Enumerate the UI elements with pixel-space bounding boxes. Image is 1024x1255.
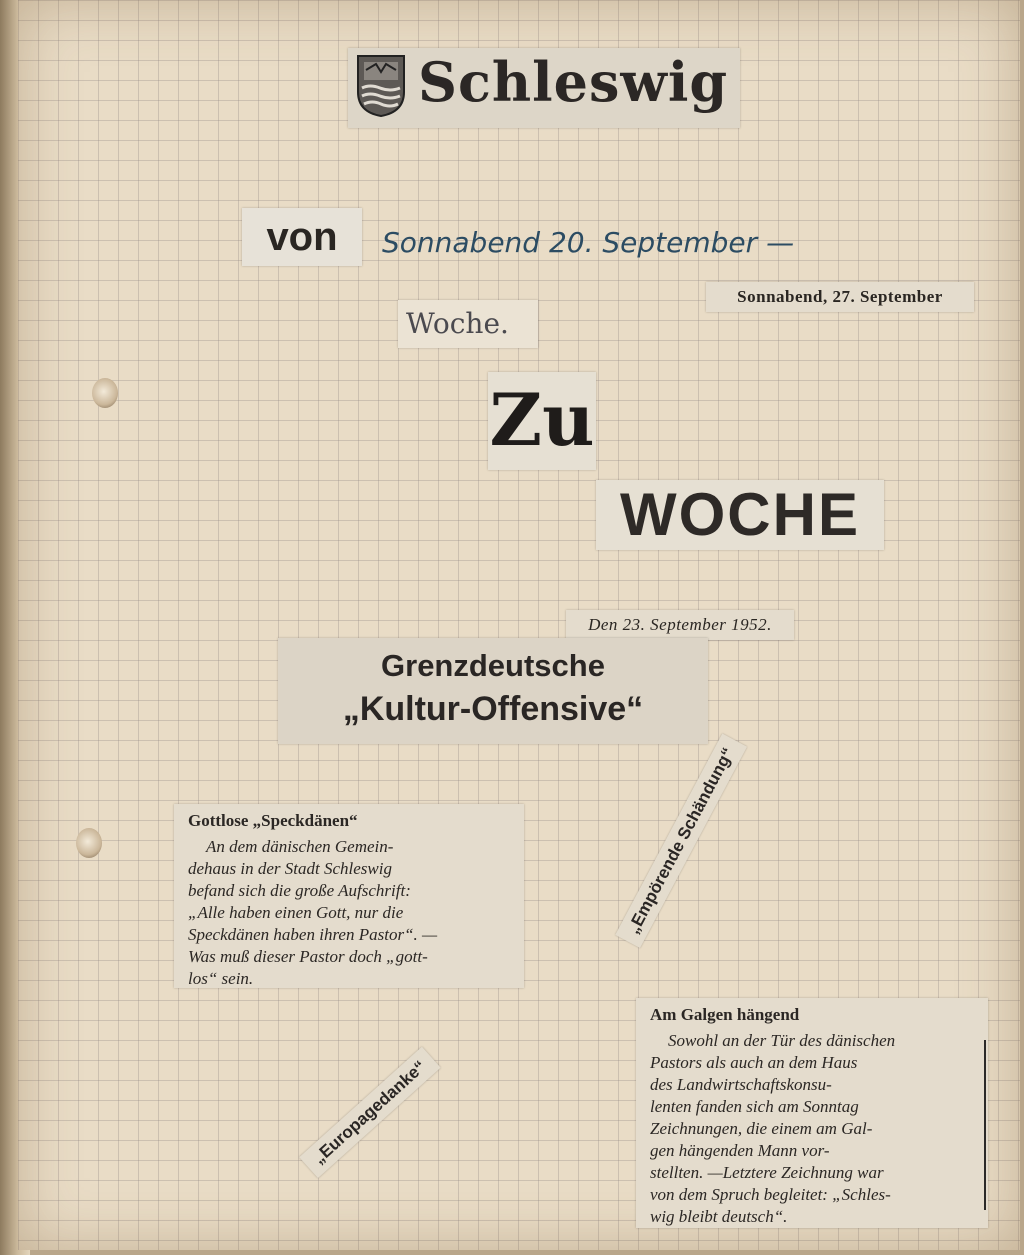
article-line: Pastors als auch an dem Haus: [650, 1053, 858, 1072]
article-line: lenten fanden sich am Sonntag: [650, 1097, 859, 1116]
punch-hole: [92, 378, 118, 408]
article-line: wig bleibt deutsch“.: [650, 1207, 788, 1226]
woche-handwritten-clipping: Woche.: [398, 300, 538, 348]
europagedanke-clipping: „Europagedanke“: [299, 1047, 440, 1178]
handwritten-dates: Sonnabend 20. September —: [382, 226, 795, 259]
masthead-clipping: [348, 48, 740, 128]
headline-clipping: [278, 638, 708, 744]
punch-hole: [76, 828, 102, 858]
article-line: „Alle haben einen Gott, nur die: [188, 903, 404, 922]
pencil-mark: [984, 1040, 986, 1210]
coat-of-arms-icon: [356, 54, 406, 118]
article-heading: Gottlose „Speckdänen“: [188, 811, 358, 830]
headline-line-2: „Kultur-Offensive“: [342, 690, 644, 728]
von-clipping: von: [242, 208, 362, 266]
article-line: Speckdänen haben ihren Pastor“. —: [188, 925, 438, 944]
article-galgen: [636, 998, 988, 1228]
saturday-clipping: Sonnabend, 27. September: [706, 282, 974, 312]
article-line: Was muß dieser Pastor doch „gott-: [188, 947, 428, 966]
woche-clipping: WOCHE: [596, 480, 884, 550]
article-line: los“ sein.: [188, 969, 254, 988]
article-line: dehaus in der Stadt Schleswig: [188, 859, 392, 878]
article-heading: Am Galgen hängend: [650, 1005, 800, 1024]
headline-line-1: Grenzdeutsche: [381, 648, 605, 683]
masthead-title: Schleswig: [418, 50, 729, 114]
date-clipping: Den 23. September 1952.: [566, 610, 794, 640]
zu-clipping: Zu: [488, 372, 596, 470]
article-line: von dem Spruch begleitet: „Schles-: [650, 1185, 891, 1204]
article-line: Sowohl an der Tür des dänischen: [668, 1031, 896, 1050]
article-line: befand sich die große Aufschrift:: [188, 881, 411, 900]
article-line: Zeichnungen, die einem am Gal-: [650, 1119, 873, 1138]
article-line: An dem dänischen Gemein-: [206, 837, 394, 856]
article-line: des Landwirtschaftskonsu-: [650, 1075, 832, 1094]
article-line: gen hängenden Mann vor-: [650, 1141, 830, 1160]
article-line: stellten. —Letztere Zeichnung war: [650, 1163, 884, 1182]
schaendung-clipping: „Empörende Schändung“: [615, 734, 747, 948]
article-speckdaenen: [174, 804, 524, 988]
